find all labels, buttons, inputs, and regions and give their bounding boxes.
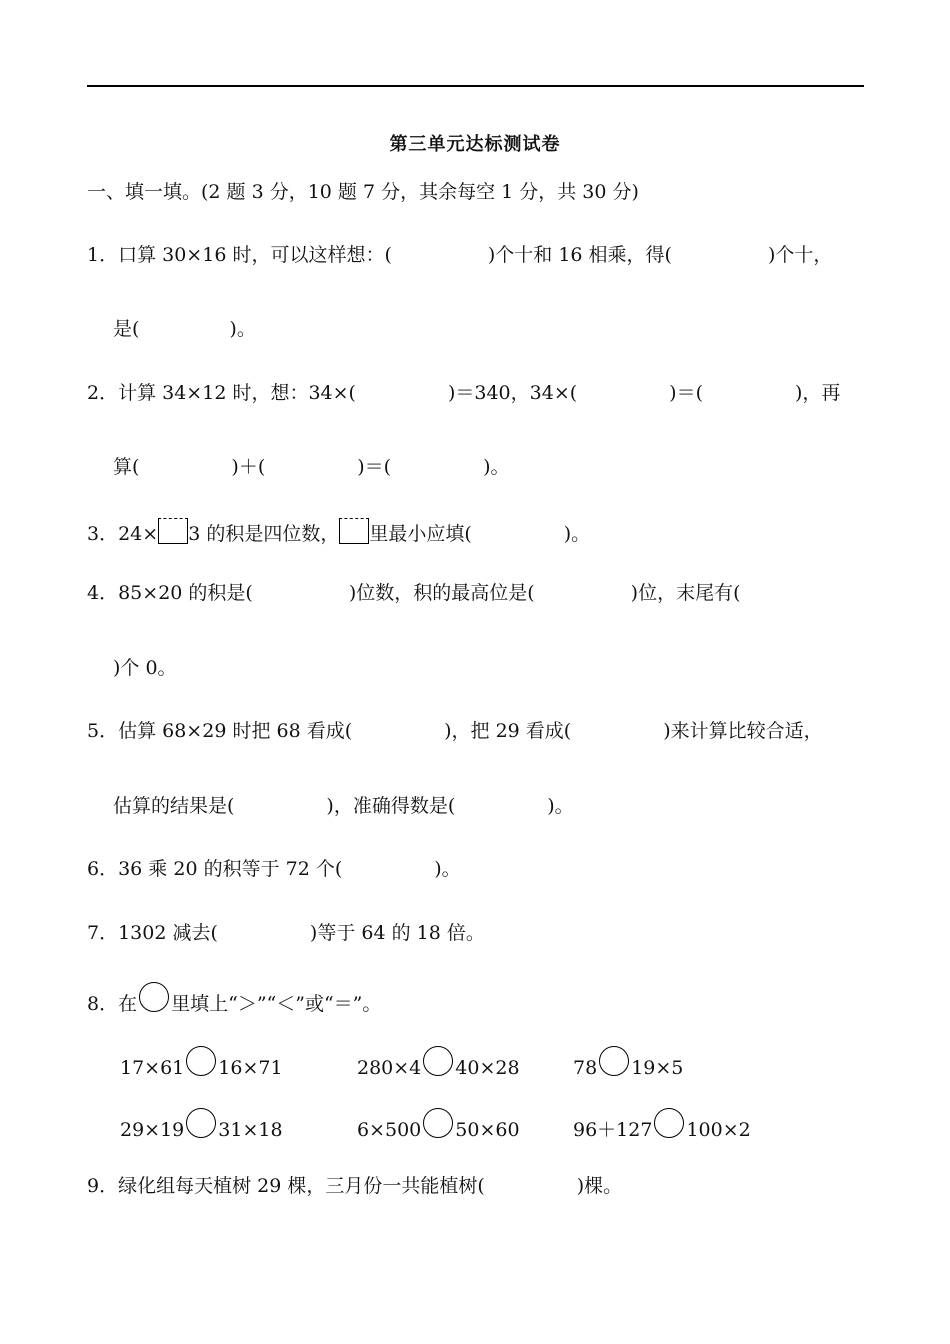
compare-circle[interactable] [599, 1046, 629, 1076]
compare-circle[interactable] [186, 1108, 216, 1138]
question-1-line-2: 是( )。 [113, 318, 256, 340]
question-7: 7．1302 减去( )等于 64 的 18 倍。 [87, 922, 485, 944]
section-heading: 一、填一填。(2 题 3 分，10 题 7 分，其余每空 1 分，共 30 分) [87, 181, 639, 203]
question-3: 3．24× 3 的积是四位数， 里最小应填( )。 [87, 518, 590, 546]
question-4-line-2: )个 0。 [113, 657, 177, 679]
question-number: 1． [87, 244, 119, 266]
comparison-item: 6×500 50×60 [357, 1108, 520, 1142]
question-number: 9． [87, 1175, 119, 1197]
question-number: 4． [87, 582, 119, 604]
question-number: 7． [87, 922, 119, 944]
compare-circle[interactable] [654, 1108, 684, 1138]
question-number: 5． [87, 720, 119, 742]
question-number: 6． [87, 858, 119, 880]
compare-circle[interactable] [423, 1108, 453, 1138]
question-number: 2． [87, 382, 119, 404]
question-2-line-1: 2．计算 34×12 时，想：34×( )＝340，34×( )＝( )，再 [87, 382, 841, 404]
circle-reference [139, 982, 169, 1012]
comparison-item: 17×61 16×71 [120, 1046, 283, 1080]
question-8: 8．在 里填上“＞”“＜”或“＝”。 [87, 982, 381, 1016]
header-rule [87, 85, 864, 87]
question-2-line-2: 算( )＋( )＝( )。 [113, 456, 510, 478]
comparison-item: 280×4 40×28 [357, 1046, 520, 1080]
question-9: 9．绿化组每天植树 29 棵，三月份一共能植树( )棵。 [87, 1175, 623, 1197]
comparison-item: 29×19 31×18 [120, 1108, 283, 1142]
question-number: 8． [87, 993, 119, 1015]
question-6: 6．36 乘 20 的积等于 72 个( )。 [87, 858, 461, 880]
question-5-line-1: 5．估算 68×29 时把 68 看成( )，把 29 看成( )来计算比较合适， [87, 720, 823, 742]
digit-box-reference [339, 518, 369, 544]
question-number: 3． [87, 523, 119, 545]
compare-circle[interactable] [186, 1046, 216, 1076]
comparison-item: 96＋127 100×2 [573, 1108, 751, 1142]
question-4-line-1: 4．85×20 的积是( )位数，积的最高位是( )位，末尾有( [87, 582, 741, 604]
question-1-line-1: 1．口算 30×16 时，可以这样想：( )个十和 16 相乘，得( )个十， [87, 244, 833, 266]
digit-box[interactable] [158, 518, 188, 544]
comparison-item: 78 19×5 [573, 1046, 683, 1080]
question-5-line-2: 估算的结果是( )，准确得数是( )。 [113, 795, 574, 817]
page-title: 第三单元达标测试卷 [389, 134, 561, 155]
compare-circle[interactable] [423, 1046, 453, 1076]
